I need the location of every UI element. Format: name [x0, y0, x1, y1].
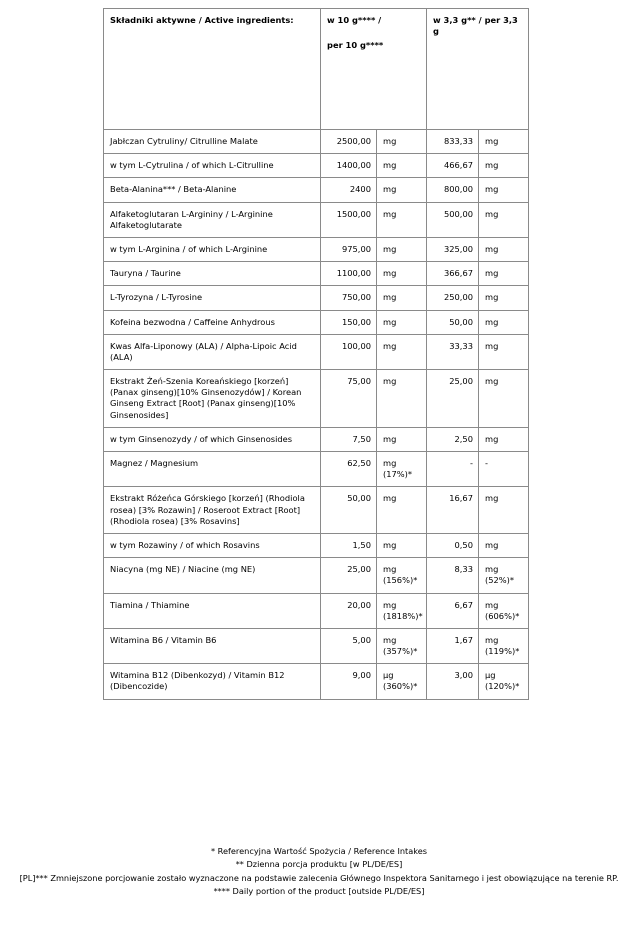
- value-per-3-3g-cell: 1,67: [427, 628, 479, 663]
- unit-per-10g-cell: mg: [377, 370, 427, 428]
- table-row: [104, 286, 529, 310]
- ingredient-name-cell: Niacyna (mg NE) / Niacine (mg NE): [104, 558, 321, 593]
- unit-per-3-3g-cell: mg: [479, 262, 529, 286]
- value-per-3-3g-cell: 16,67: [427, 487, 479, 534]
- value-per-10g-cell: 150,00: [321, 310, 377, 334]
- value-per-10g-cell: 62,50: [321, 452, 377, 487]
- ingredient-name-cell: Alfaketoglutaran L-Argininy / L-Arginine Alfaketoglutarate: [104, 202, 321, 237]
- unit-per-10g-cell: mg (357%)*: [377, 628, 427, 663]
- value-per-3-3g-cell: 0,50: [427, 533, 479, 557]
- table-row: [104, 427, 529, 451]
- ingredient-name-cell: w tym L-Arginina / of which L-Arginine: [104, 237, 321, 261]
- header-per-3-3g-label: w 3,3 g** / per 3,3 g: [433, 15, 518, 37]
- table-row: [104, 558, 529, 593]
- unit-per-3-3g-cell: mg: [479, 178, 529, 202]
- ingredient-name-cell: L-Tyrozyna / L-Tyrosine: [104, 286, 321, 310]
- table-row: [104, 310, 529, 334]
- value-per-10g-cell: 20,00: [321, 593, 377, 628]
- table-row: [104, 593, 529, 628]
- unit-per-3-3g-cell: mg: [479, 427, 529, 451]
- value-per-10g-cell: 100,00: [321, 334, 377, 369]
- unit-per-3-3g-cell: mg: [479, 370, 529, 428]
- value-per-10g-cell: 1400,00: [321, 154, 377, 178]
- table-row: [104, 130, 529, 154]
- ingredient-name-cell: Tauryna / Taurine: [104, 262, 321, 286]
- value-per-3-3g-cell: 500,00: [427, 202, 479, 237]
- value-per-3-3g-cell: 325,00: [427, 237, 479, 261]
- value-per-10g-cell: 1500,00: [321, 202, 377, 237]
- unit-per-3-3g-cell: mg: [479, 286, 529, 310]
- unit-per-3-3g-cell: mg: [479, 310, 529, 334]
- unit-per-3-3g-cell: mg: [479, 533, 529, 557]
- ingredient-name-cell: Ekstrakt Żeń-Szenia Koreańskiego [korzeń] (Panax ginseng)[10% Ginsenozydów] / Korean Ginseng Extract [Root] (Panax ginseng)[10% Ginsenosides]: [104, 370, 321, 428]
- active-ingredients-table: [103, 8, 529, 700]
- unit-per-3-3g-cell: mg: [479, 487, 529, 534]
- value-per-3-3g-cell: 800,00: [427, 178, 479, 202]
- unit-per-3-3g-cell: µg (120%)*: [479, 664, 529, 699]
- ingredient-name-cell: Kwas Alfa-Liponowy (ALA) / Alpha-Lipoic Acid (ALA): [104, 334, 321, 369]
- table-row: [104, 334, 529, 369]
- footnote-4: **** Daily portion of the product [outside PL/DE/ES]: [213, 885, 425, 896]
- value-per-3-3g-cell: 50,00: [427, 310, 479, 334]
- unit-per-10g-cell: mg (1818%)*: [377, 593, 427, 628]
- unit-per-3-3g-cell: mg: [479, 334, 529, 369]
- ingredient-name-cell: w tym Ginsenozydy / of which Ginsenosides: [104, 427, 321, 451]
- unit-per-3-3g-cell: mg: [479, 202, 529, 237]
- table-row: [104, 154, 529, 178]
- value-per-10g-cell: 25,00: [321, 558, 377, 593]
- value-per-10g-cell: 75,00: [321, 370, 377, 428]
- ingredient-name-cell: Beta-Alanina*** / Beta-Alanine: [104, 178, 321, 202]
- ingredient-name-cell: Witamina B6 / Vitamin B6: [104, 628, 321, 663]
- table-row: [104, 533, 529, 557]
- value-per-3-3g-cell: 3,00: [427, 664, 479, 699]
- footnote-1: * Referencyjna Wartość Spożycia / Reference Intakes: [210, 846, 428, 856]
- footnote-3: [PL]*** Zmniejszone porcjowanie zostało wyznaczone na podstawie zalecenia Głównego Inspektora Sanitarnego i jest obowiązujące na terenie RP.: [19, 872, 619, 883]
- unit-per-10g-cell: mg: [377, 178, 427, 202]
- value-per-3-3g-cell: 6,67: [427, 593, 479, 628]
- unit-per-3-3g-cell: mg: [479, 154, 529, 178]
- table-row: [104, 664, 529, 699]
- unit-per-10g-cell: mg: [377, 487, 427, 534]
- header-per-10g-line1: w 10 g**** /: [327, 15, 382, 25]
- ingredient-name-cell: Tiamina / Thiamine: [104, 593, 321, 628]
- ingredient-name-cell: Witamina B12 (Dibenkozyd) / Vitamin B12 (Dibencozide): [104, 664, 321, 699]
- table-row: [104, 202, 529, 237]
- ingredient-name-cell: Kofeina bezwodna / Caffeine Anhydrous: [104, 310, 321, 334]
- value-per-10g-cell: 1,50: [321, 533, 377, 557]
- ingredient-name-cell: Magnez / Magnesium: [104, 452, 321, 487]
- value-per-10g-cell: 2500,00: [321, 130, 377, 154]
- value-per-10g-cell: 2400: [321, 178, 377, 202]
- value-per-3-3g-cell: 366,67: [427, 262, 479, 286]
- unit-per-3-3g-cell: mg (606%)*: [479, 593, 529, 628]
- unit-per-10g-cell: mg: [377, 286, 427, 310]
- unit-per-10g-cell: mg: [377, 202, 427, 237]
- table-body: [104, 9, 529, 700]
- value-per-10g-cell: 9,00: [321, 664, 377, 699]
- value-per-3-3g-cell: 833,33: [427, 130, 479, 154]
- value-per-3-3g-cell: 33,33: [427, 334, 479, 369]
- unit-per-10g-cell: mg: [377, 427, 427, 451]
- header-cell-ingredients: [104, 9, 321, 130]
- unit-per-10g-cell: mg: [377, 262, 427, 286]
- unit-per-10g-cell: mg: [377, 533, 427, 557]
- value-per-3-3g-cell: 8,33: [427, 558, 479, 593]
- ingredient-name-cell: w tym Rozawiny / of which Rosavins: [104, 533, 321, 557]
- value-per-10g-cell: 975,00: [321, 237, 377, 261]
- unit-per-3-3g-cell: mg (119%)*: [479, 628, 529, 663]
- table-row: [104, 370, 529, 428]
- header-cell-per-10g: [321, 9, 427, 130]
- table-row: [104, 487, 529, 534]
- nutrition-table-wrapper: [103, 8, 528, 700]
- value-per-3-3g-cell: -: [427, 452, 479, 487]
- table-header-row: [104, 9, 529, 130]
- unit-per-3-3g-cell: mg: [479, 237, 529, 261]
- unit-per-10g-cell: mg (156%)*: [377, 558, 427, 593]
- unit-per-10g-cell: mg: [377, 154, 427, 178]
- value-per-3-3g-cell: 2,50: [427, 427, 479, 451]
- ingredient-name-cell: w tym L-Cytrulina / of which L-Citrulline: [104, 154, 321, 178]
- value-per-3-3g-cell: 466,67: [427, 154, 479, 178]
- unit-per-10g-cell: mg: [377, 237, 427, 261]
- table-row: [104, 178, 529, 202]
- unit-per-3-3g-cell: -: [479, 452, 529, 487]
- unit-per-10g-cell: µg (360%)*: [377, 664, 427, 699]
- footnotes-block: [0, 845, 638, 898]
- unit-per-10g-cell: mg: [377, 310, 427, 334]
- footnote-2: ** Dzienna porcja produktu [w PL/DE/ES]: [235, 859, 403, 870]
- table-row: [104, 628, 529, 663]
- table-row: [104, 452, 529, 487]
- value-per-10g-cell: 50,00: [321, 487, 377, 534]
- ingredient-name-cell: Jabłczan Cytruliny/ Citrulline Malate: [104, 130, 321, 154]
- table-row: [104, 237, 529, 261]
- header-ingredients-label: Składniki aktywne / Active ingredients:: [110, 15, 294, 25]
- unit-per-10g-cell: mg: [377, 334, 427, 369]
- table-row: [104, 262, 529, 286]
- value-per-10g-cell: 7,50: [321, 427, 377, 451]
- value-per-10g-cell: 1100,00: [321, 262, 377, 286]
- value-per-10g-cell: 750,00: [321, 286, 377, 310]
- value-per-10g-cell: 5,00: [321, 628, 377, 663]
- unit-per-3-3g-cell: mg (52%)*: [479, 558, 529, 593]
- value-per-3-3g-cell: 25,00: [427, 370, 479, 428]
- header-cell-per-3-3g: [427, 9, 529, 130]
- header-per-10g-line2: per 10 g****: [327, 40, 384, 51]
- unit-per-10g-cell: mg (17%)*: [377, 452, 427, 487]
- unit-per-10g-cell: mg: [377, 130, 427, 154]
- ingredient-name-cell: Ekstrakt Różeńca Górskiego [korzeń] (Rhodiola rosea) [3% Rozawin] / Roseroot Extract [Root] (Rhodiola rosea) [3% Rosavins]: [104, 487, 321, 534]
- value-per-3-3g-cell: 250,00: [427, 286, 479, 310]
- unit-per-3-3g-cell: mg: [479, 130, 529, 154]
